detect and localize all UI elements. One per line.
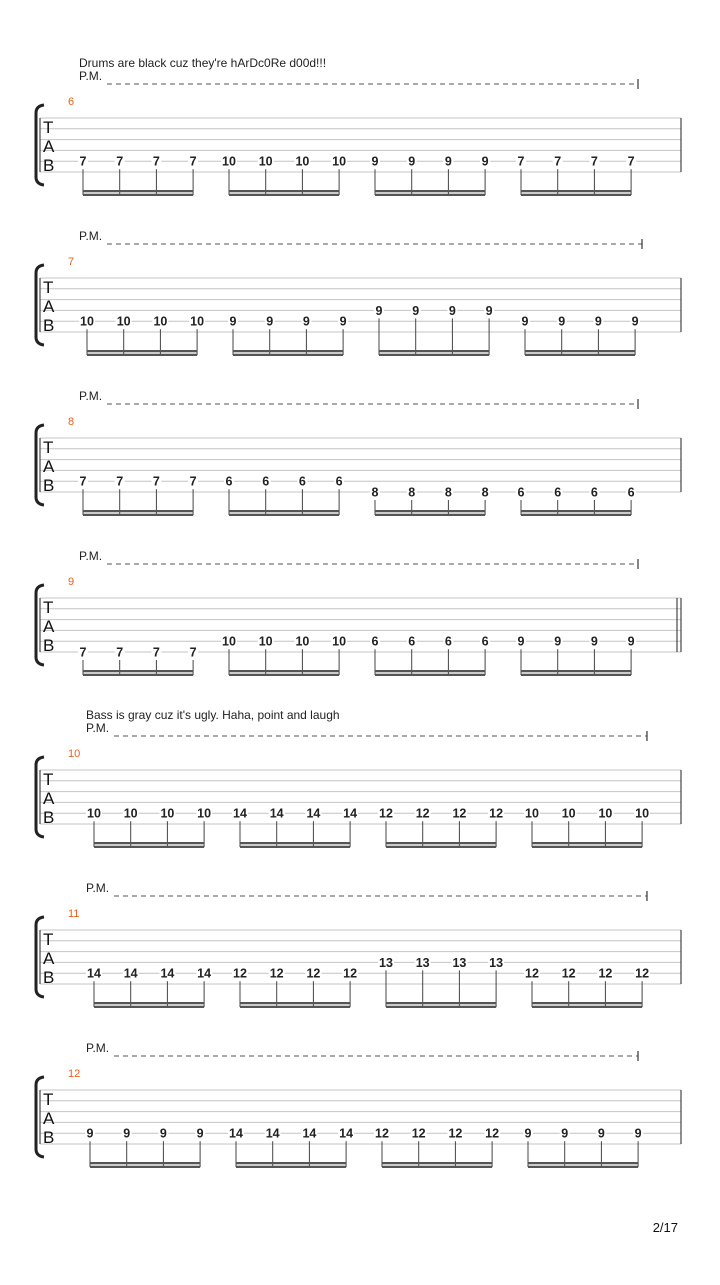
fret-number: 7 [116,645,124,660]
fret-number: 9 [229,314,237,329]
fret-number: 9 [123,1126,131,1141]
fret-number: 6 [408,634,416,649]
fret-number: 9 [594,314,602,329]
fret-number: 7 [517,154,525,169]
fret-number: 6 [225,474,233,489]
fret-number: 13 [415,955,430,970]
fret-number: 12 [233,966,247,981]
fret-number: 7 [627,154,635,169]
fret-number: 12 [452,806,467,821]
beam [521,670,631,672]
tab-system [36,56,681,196]
tab-clef-letter: B [43,156,55,175]
fret-number: 7 [116,474,124,489]
fret-number: 10 [561,806,576,821]
beam [525,354,635,356]
fret-number: 9 [371,154,379,169]
beam [83,510,193,512]
beam [375,190,485,192]
tab-system [36,549,681,676]
tab-clef-letter: A [43,457,55,476]
fret-number: 12 [306,966,321,981]
measure-number: 9 [68,576,75,588]
beam [229,510,339,512]
tab-clef-letter: T [43,438,54,457]
measure-number: 10 [68,748,81,760]
beam [94,846,204,848]
beam [532,1002,642,1004]
fret-number: 7 [79,154,87,169]
fret-number: 10 [635,806,650,821]
fret-number: 14 [123,966,138,981]
palm-mute-label: P.M. [79,229,103,243]
fret-number: 14 [233,806,247,821]
palm-mute-label: P.M. [79,549,103,563]
fret-number: 9 [554,634,562,649]
beam [229,514,339,516]
fret-number: 9 [408,154,416,169]
beam [375,674,485,676]
fret-number: 6 [590,485,598,500]
beam [233,350,343,352]
fret-number: 10 [222,634,236,649]
fret-number: 7 [590,154,598,169]
fret-number: 9 [444,154,452,169]
tab-clef-letter: T [43,1090,54,1109]
beam [94,1002,204,1004]
beam [240,842,350,844]
fret-number: 10 [116,314,131,329]
fret-number: 14 [197,966,212,981]
tab-clef-letter: B [43,1128,55,1147]
annotation-text: Bass is gray cuz it's ugly. Haha, point and laugh [86,708,340,722]
beam [229,674,339,676]
fret-number: 10 [295,634,310,649]
beam [379,354,489,356]
beam [382,1162,492,1164]
fret-number: 10 [190,314,205,329]
fret-number: 10 [222,154,236,169]
tab-system [36,1041,681,1168]
tab-clef-letter: T [43,278,54,297]
fret-number: 12 [415,806,430,821]
beam [386,846,496,848]
fret-number: 12 [343,966,358,981]
tab-clef-letter: A [43,137,55,156]
tab-clef-letter: T [43,930,54,949]
page-number: 2/17 [652,1220,678,1235]
beam [382,1166,492,1168]
fret-number: 9 [597,1126,605,1141]
fret-number: 10 [153,314,168,329]
beam [532,846,642,848]
beam [90,1166,200,1168]
fret-number: 7 [554,154,562,169]
fret-number: 12 [379,806,393,821]
fret-number: 6 [298,474,306,489]
measure-number: 6 [68,96,75,108]
beam [521,190,631,192]
measure-number: 7 [68,256,75,268]
tab-system [36,708,681,848]
fret-number: 6 [262,474,270,489]
fret-number: 6 [517,485,525,500]
fret-number: 9 [631,314,639,329]
tab-clef-letter: A [43,617,55,636]
fret-number: 7 [189,474,197,489]
fret-number: 6 [371,634,379,649]
tab-clef-letter: T [43,118,54,137]
measure-number: 12 [68,1068,81,1080]
fret-number: 9 [634,1126,642,1141]
tab-system [36,389,681,516]
beam [229,194,339,196]
fret-number: 12 [489,806,504,821]
fret-number: 7 [116,154,124,169]
beam [240,846,350,848]
beam [87,354,197,356]
fret-number: 7 [79,474,87,489]
tab-clef-letter: B [43,968,55,987]
fret-number: 12 [525,966,539,981]
tab-clef-letter: B [43,476,55,495]
fret-number: 6 [335,474,343,489]
fret-number: 9 [266,314,274,329]
fret-number: 9 [302,314,310,329]
fret-number: 14 [229,1126,243,1141]
fret-number: 14 [343,806,358,821]
beam [87,350,197,352]
beam [83,670,193,672]
beam [229,190,339,192]
tab-clef-letter: B [43,316,55,335]
fret-number: 9 [412,303,420,318]
measure-number: 8 [68,416,75,428]
beam [521,510,631,512]
beam [386,842,496,844]
fret-number: 9 [375,303,383,318]
palm-mute-label: P.M. [79,389,103,403]
tab-clef-letter: B [43,636,55,655]
palm-mute-label: P.M. [86,1041,110,1055]
fret-number: 10 [80,314,94,329]
fret-number: 9 [561,1126,569,1141]
fret-number: 10 [332,634,347,649]
tab-clef-letter: A [43,297,55,316]
fret-number: 9 [590,634,598,649]
fret-number: 10 [87,806,101,821]
fret-number: 14 [265,1126,280,1141]
beam [532,1006,642,1008]
fret-number: 9 [558,314,566,329]
fret-number: 9 [481,154,489,169]
palm-mute-label: P.M. [86,721,110,735]
fret-number: 6 [554,485,562,500]
beam [94,842,204,844]
fret-number: 12 [448,1126,463,1141]
tab-clef-letter: A [43,1109,55,1128]
fret-number: 6 [444,634,452,649]
beam [83,674,193,676]
fret-number: 12 [635,966,650,981]
beam [229,670,339,672]
beam [240,1006,350,1008]
fret-number: 12 [411,1126,426,1141]
beam [375,514,485,516]
beam [375,670,485,672]
fret-number: 10 [258,634,273,649]
beam [90,1162,200,1164]
annotation-text: Drums are black cuz they're hArDc0Re d00d!!! [79,56,327,70]
beam [532,842,642,844]
fret-number: 7 [189,645,197,660]
beam [521,514,631,516]
fret-number: 8 [444,485,452,500]
tab-clef-letter: A [43,789,55,808]
fret-number: 9 [521,314,529,329]
tab-clef-letter: T [43,598,54,617]
tab-system [36,881,681,1008]
fret-number: 13 [452,955,467,970]
palm-mute-label: P.M. [79,69,103,83]
beam [236,1166,346,1168]
fret-number: 6 [627,485,635,500]
fret-number: 14 [302,1126,317,1141]
beam [375,510,485,512]
fret-number: 13 [379,955,393,970]
fret-number: 10 [295,154,310,169]
fret-number: 10 [258,154,273,169]
fret-number: 12 [485,1126,500,1141]
fret-number: 9 [524,1126,532,1141]
fret-number: 9 [627,634,635,649]
fret-number: 14 [306,806,321,821]
fret-number: 13 [489,955,504,970]
beam [521,194,631,196]
tab-clef-letter: B [43,808,55,827]
fret-number: 10 [197,806,212,821]
measure-number: 11 [68,908,80,920]
tab-clef-letter: A [43,949,55,968]
tab-system [36,229,681,356]
beam [83,190,193,192]
beam [236,1162,346,1164]
fret-number: 14 [87,966,101,981]
fret-number: 10 [598,806,613,821]
fret-number: 8 [408,485,416,500]
fret-number: 7 [79,645,87,660]
beam [83,194,193,196]
fret-number: 7 [152,474,160,489]
fret-number: 12 [561,966,576,981]
fret-number: 7 [189,154,197,169]
fret-number: 7 [152,154,160,169]
palm-mute-label: P.M. [86,881,110,895]
fret-number: 8 [481,485,489,500]
tab-clef-letter: T [43,770,54,789]
fret-number: 6 [481,634,489,649]
fret-number: 14 [339,1126,354,1141]
fret-number: 10 [123,806,138,821]
fret-number: 8 [371,485,379,500]
beam [240,1002,350,1004]
fret-number: 9 [86,1126,94,1141]
beam [94,1006,204,1008]
fret-number: 10 [525,806,539,821]
fret-number: 12 [598,966,613,981]
fret-number: 10 [160,806,175,821]
fret-number: 14 [269,806,284,821]
beam [375,194,485,196]
beam [386,1002,496,1004]
beam [528,1166,638,1168]
fret-number: 12 [269,966,284,981]
fret-number: 7 [152,645,160,660]
fret-number: 9 [517,634,525,649]
beam [83,514,193,516]
fret-number: 9 [339,314,347,329]
fret-number: 9 [448,303,456,318]
fret-number: 9 [196,1126,204,1141]
beam [528,1162,638,1164]
fret-number: 14 [160,966,175,981]
beam [386,1006,496,1008]
fret-number: 10 [332,154,347,169]
fret-number: 9 [485,303,493,318]
beam [525,350,635,352]
beam [521,674,631,676]
beam [233,354,343,356]
beam [379,350,489,352]
fret-number: 9 [159,1126,167,1141]
fret-number: 12 [375,1126,389,1141]
